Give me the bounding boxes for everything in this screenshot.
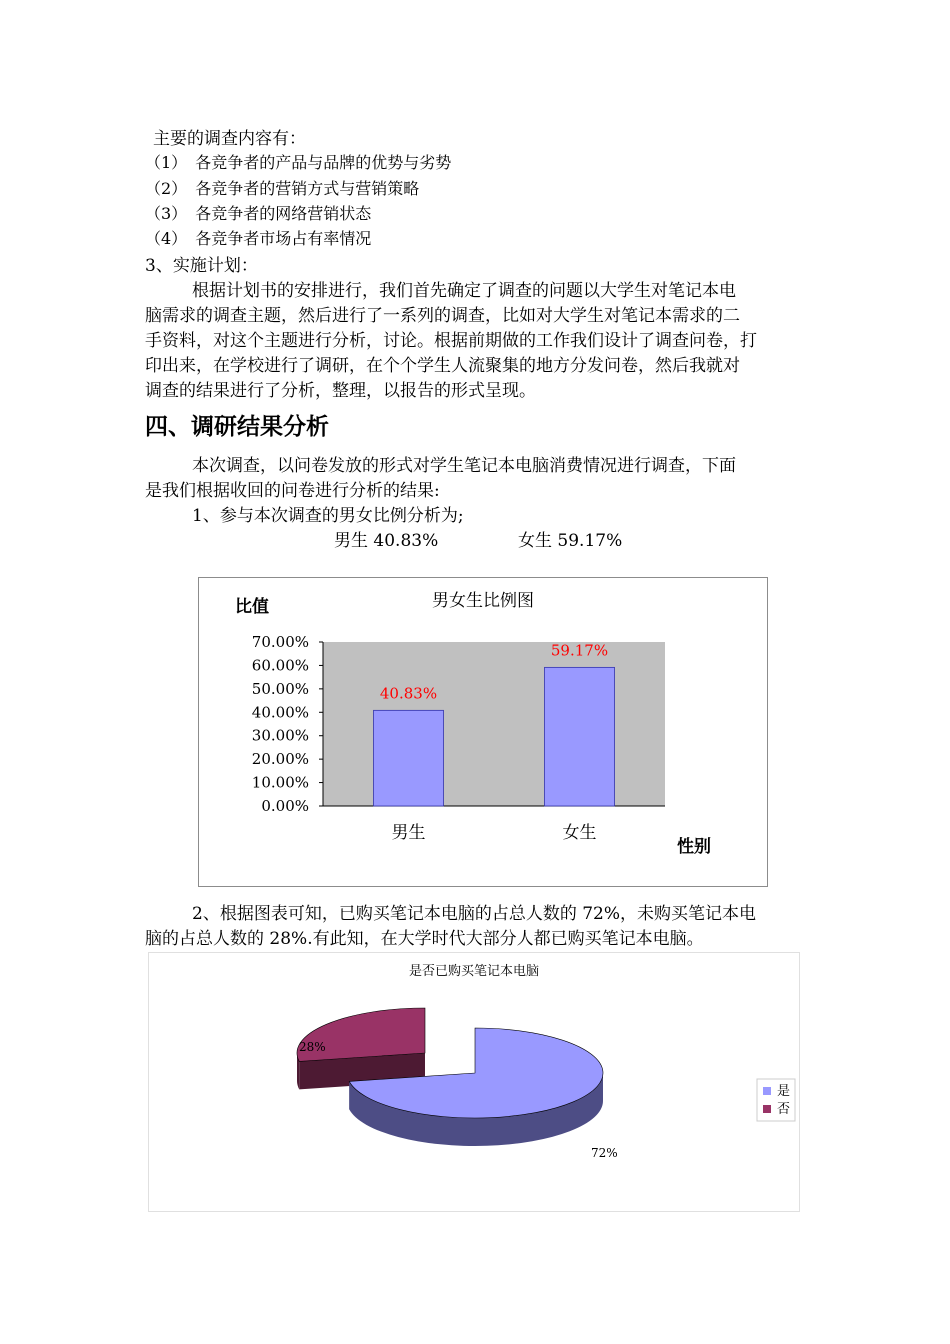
list-item-text: 各竞争者的产品与品牌的优势与劣势 (195, 153, 452, 172)
y-tick-label: 40.00% (251, 703, 309, 722)
x-category-label: 女生 (562, 823, 597, 843)
bar-data-label: 59.17% (550, 641, 609, 660)
legend-swatch (763, 1105, 771, 1113)
y-tick-label: 30.00% (251, 726, 309, 745)
pie-legend (757, 1079, 795, 1121)
y-axis-label: 比值 (235, 597, 269, 617)
plan-line: 调查的结果进行了分析，整理，以报告的形式呈现。 (145, 381, 536, 401)
pie-data-label: 72% (591, 1146, 618, 1160)
list-item-text: 各竞争者的网络营销状态 (195, 204, 372, 223)
list-item (145, 150, 451, 173)
purchase-pie-chart (148, 952, 800, 1212)
y-tick-label: 10.00% (251, 773, 309, 792)
y-tick-label: 0.00% (261, 797, 309, 815)
pie-chart-svg (149, 953, 799, 1211)
legend-label: 否 (777, 1102, 791, 1117)
male-ratio: 男生 40.83% (334, 531, 439, 551)
point-1: 1、参与本次调查的男女比例分析为; (192, 506, 464, 526)
y-tick-label: 50.00% (251, 679, 309, 698)
pie-title: 是否已购买笔记本电脑 (408, 964, 540, 979)
plan-line: 根据计划书的安排进行，我们首先确定了调查的问题以大学生对笔记本电 (192, 281, 736, 301)
bar (374, 710, 444, 806)
x-category-label: 男生 (391, 823, 426, 843)
female-ratio: 女生 59.17% (518, 531, 623, 551)
point-2-line: 2、根据图表可知，已购买笔记本电脑的占总人数的 72%，未购买笔记本电 (192, 904, 757, 924)
list-item-text: 各竞争者市场占有率情况 (195, 229, 372, 248)
y-tick-label: 60.00% (251, 656, 309, 675)
list-item-number: （2） (145, 179, 188, 198)
plan-line: 脑需求的调查主题，然后进行了一系列的调查，比如对大学生对笔记本需求的二 (145, 306, 740, 326)
bar-chart-svg (199, 578, 767, 886)
list-item (145, 176, 419, 199)
bar-data-label: 40.83% (379, 684, 438, 703)
list-item-number: （3） (145, 204, 188, 223)
y-tick-label: 70.00% (251, 633, 309, 651)
x-axis-label: 性别 (677, 837, 711, 857)
survey-content-intro: 主要的调查内容有： (153, 129, 306, 149)
list-item-number: （1） (145, 153, 188, 172)
list-item-number: （4） (145, 229, 188, 248)
plan-title: 3、实施计划： (145, 256, 258, 276)
gender-ratio-chart (198, 577, 768, 887)
list-item (145, 226, 371, 249)
legend-label: 是 (777, 1084, 791, 1099)
chart-title: 男女生比例图 (432, 591, 534, 611)
y-tick-label: 20.00% (251, 750, 309, 769)
plan-line: 印出来，在学校进行了调研，在个个学生人流聚集的地方分发问卷，然后我就对 (145, 356, 740, 376)
survey-line: 是我们根据收回的问卷进行分析的结果: (145, 481, 440, 501)
section-heading: 四、调研结果分析 (145, 414, 329, 440)
bar (545, 667, 615, 806)
plan-line: 手资料，对这个主题进行分析，讨论。根据前期做的工作我们设计了调查问卷，打 (145, 331, 757, 351)
point-2-line: 脑的占总人数的 28%.有此知，在大学时代大部分人都已购买笔记本电脑。 (145, 929, 704, 949)
survey-line: 本次调查，以问卷发放的形式对学生笔记本电脑消费情况进行调查，下面 (192, 456, 736, 476)
pie-data-label: 28% (299, 1040, 326, 1054)
legend-swatch (763, 1087, 771, 1095)
list-item-text: 各竞争者的营销方式与营销策略 (195, 179, 420, 198)
list-item (145, 201, 371, 224)
